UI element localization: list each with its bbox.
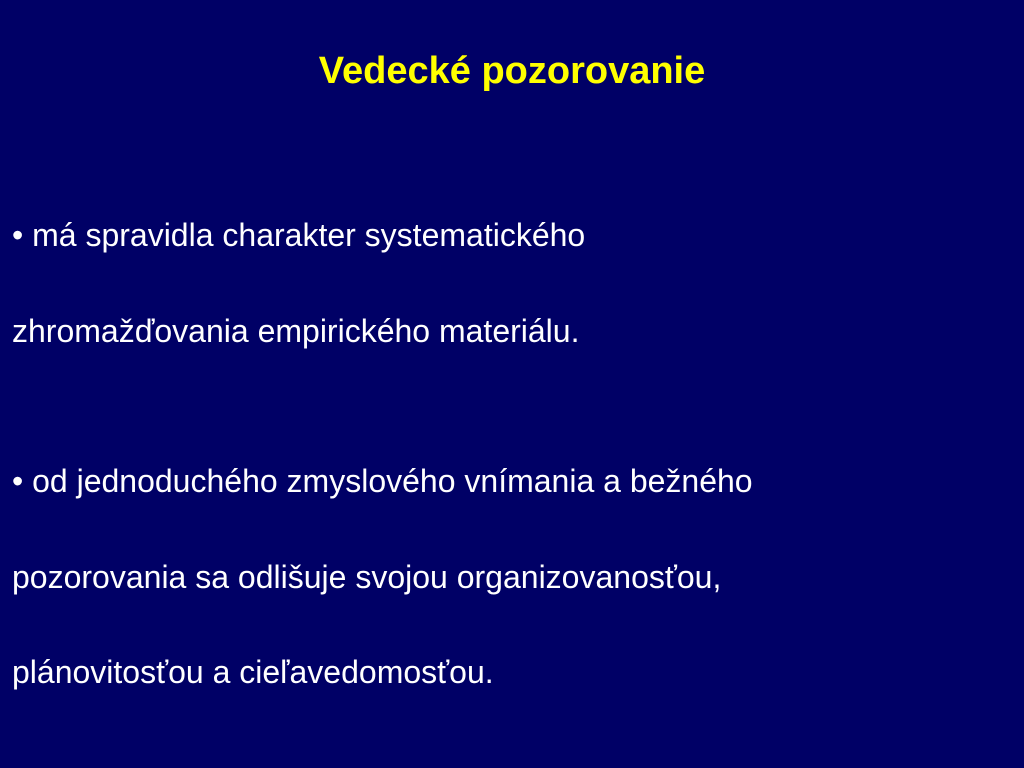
slide-title: Vedecké pozorovanie bbox=[318, 50, 706, 92]
bullet-1-line-1: • má spravidla charakter systematického bbox=[12, 217, 586, 253]
bullet-2-line-3: plánovitosťou a cieľavedomosťou. bbox=[12, 654, 494, 690]
bullet-2-line-1: • od jednoduchého zmyslového vnímania a bežného bbox=[12, 463, 753, 499]
bullet-2-line-2: pozorovania sa odlišuje svojou organizovanosťou, bbox=[12, 559, 722, 595]
bullet-1-line-2: zhromažďovania empirického materiálu. bbox=[12, 313, 580, 349]
